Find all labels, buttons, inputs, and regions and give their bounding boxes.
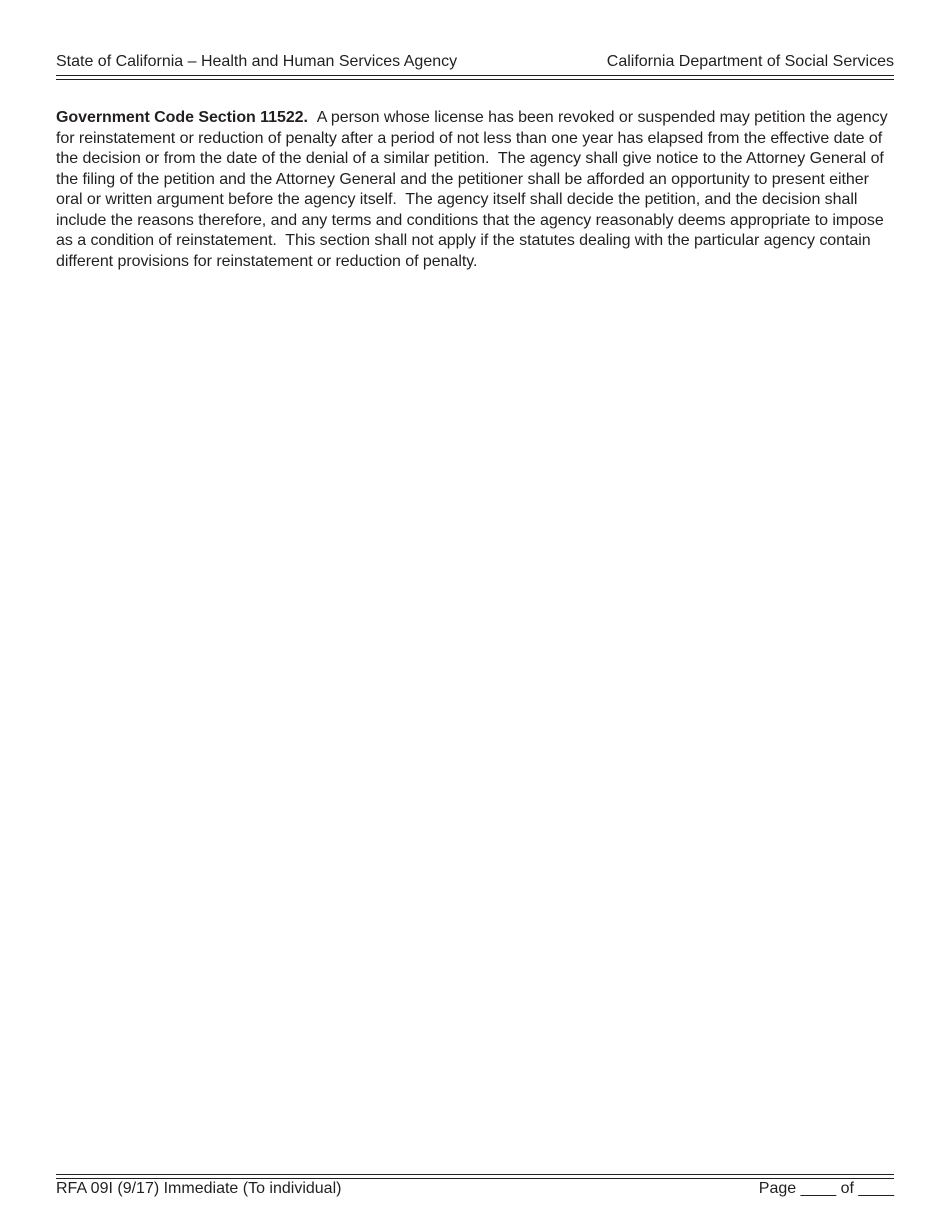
section-title: Government Code Section 11522. — [56, 109, 308, 126]
header-agency: State of California – Health and Human Services Agency — [56, 53, 458, 70]
section-text: A person whose license has been revoked or suspended may petition the agency for reinstatement or reduction of penalty after a period of not less than one year has elapsed from the effective date of the decision or from the date of the denial of a similar petition. The agency shall give notice to the Attorney General of the filing of the petition and the Attorney General and the petitioner shall be afforded an opportunity to present either oral or written argument before the agency itself. The agency itself shall decide the petition, and the decision shall include the reasons therefore, and any terms and conditions that the agency reasonably deems appropriate to impose as a condition of reinstatement. This section shall not apply if the statutes dealing with the particular agency contain different provisions for reinstatement or reduction of penalty. — [56, 109, 892, 270]
header-department: California Department of Social Services — [606, 53, 894, 70]
header-rule — [56, 75, 894, 80]
page-footer — [56, 1179, 894, 1199]
page-number: Page ____ of ____ — [758, 1180, 894, 1197]
statute-paragraph — [56, 108, 896, 272]
page-header — [56, 52, 894, 72]
form-identifier: RFA 09I (9/17) Immediate (To individual) — [56, 1180, 342, 1197]
